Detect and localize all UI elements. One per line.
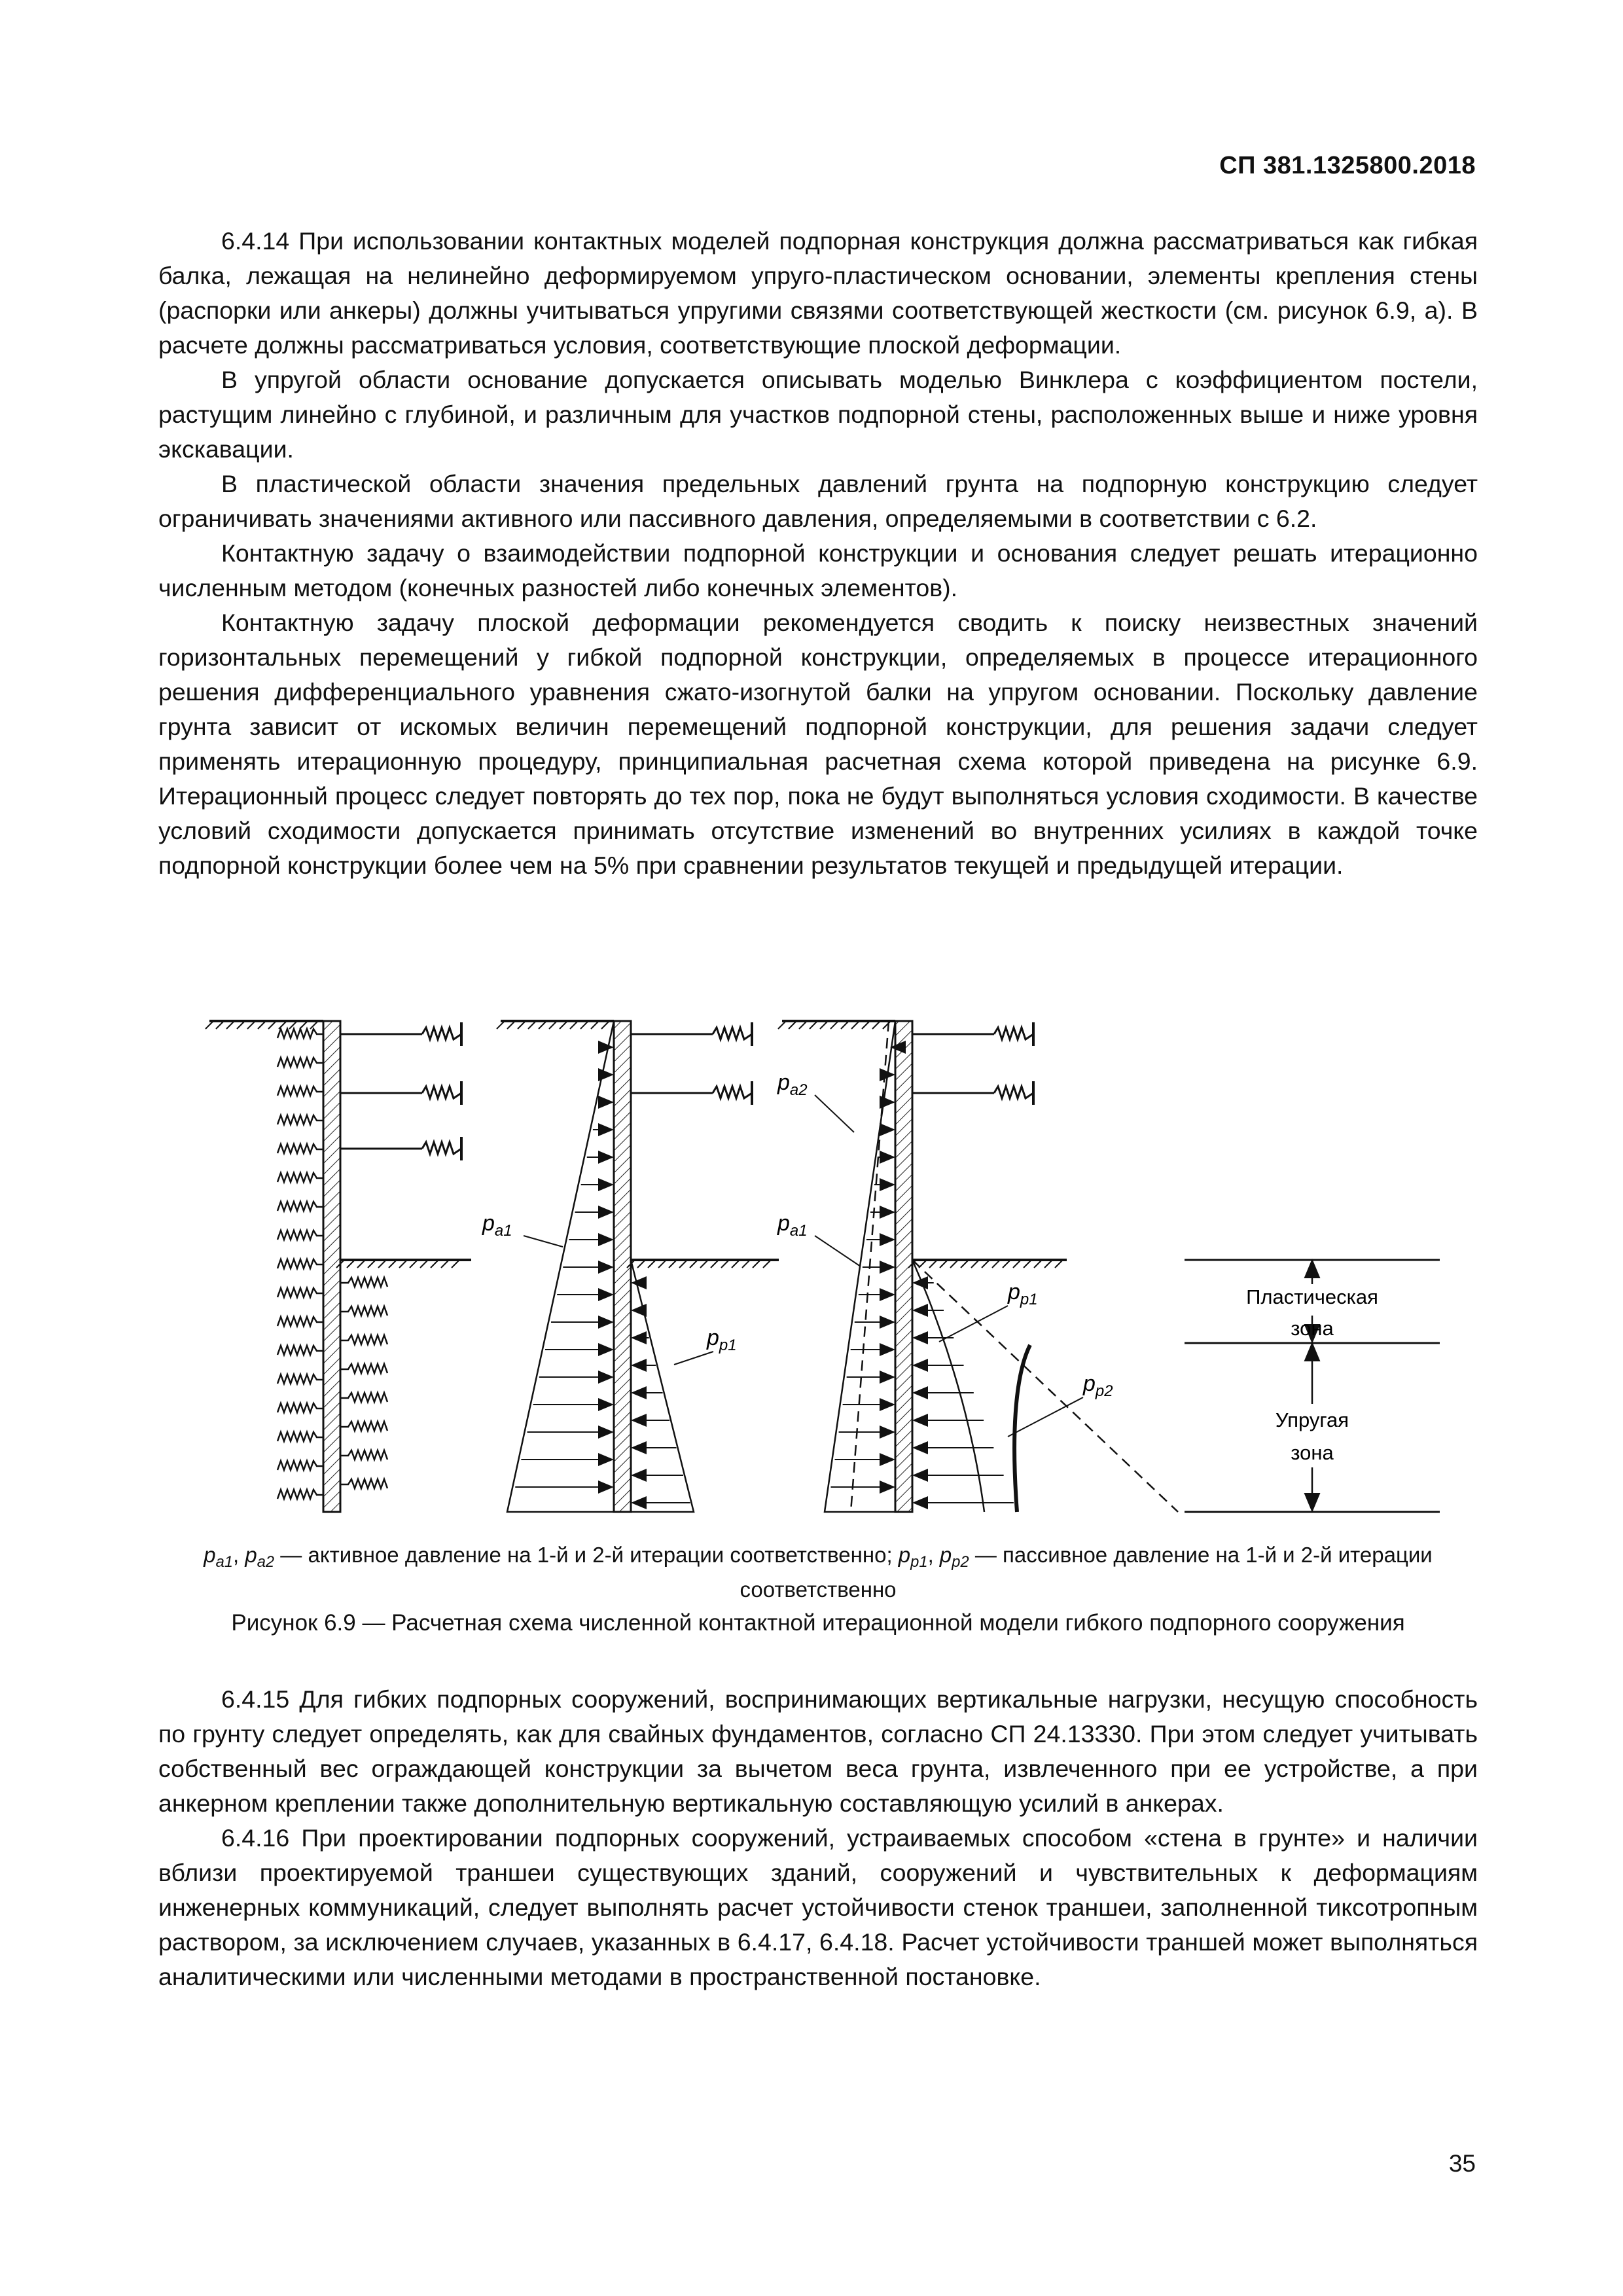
label-pp1-c: $p_{p1}$ [1008,1280,1038,1308]
leader-line [674,1352,713,1365]
paragraph: В пластической области значения предельных давлений грунта на подпорную конструкцию следует ограничивать значениями активного или пассивного давления, определяемыми в соответствии с 6.2. [158,470,1478,532]
figure-6-9 [196,1001,1472,1525]
soil-spring [340,1479,387,1488]
paragraph: Контактную задачу о взаимодействии подпорной конструкции и основания следует решать итерационно численным методом (конечных разностей либо конечных элементов). [158,539,1478,601]
soil-spring [277,1403,323,1412]
soil-spring [277,1029,323,1038]
elastic-zone-label: Упругая [1275,1408,1349,1431]
soil-spring [277,1058,323,1067]
retaining-wall [323,1021,340,1512]
label-pa1-b: $p_{a1}$ [482,1211,512,1240]
paragraph: В упругой области основание допускается описывать моделью Винклера с коэффициентом постели, растущим линейно с глубиной, и различным для участков подпорной стены, расположенных выше и ниже уровня экскавации. [158,366,1478,463]
anchor-spring [713,1028,752,1039]
diagram-iteration-1 [497,1021,779,1512]
diagram-iteration-2 [778,1021,1178,1512]
soil-spring [277,1230,323,1240]
soil-spring [340,1364,387,1373]
passive-pressure-pp1 [912,1260,984,1512]
anchor-spring [994,1028,1033,1039]
soil-spring [340,1422,387,1431]
soil-spring [277,1115,323,1124]
plastic-zone-label: зона [1291,1317,1334,1340]
soil-spring [277,1202,323,1211]
label-pa2-c: $p_{a2}$ [777,1070,808,1099]
soil-spring [340,1306,387,1316]
passive-pressure-pp2 [912,1260,1178,1512]
paragraph: 6.4.14 При использовании контактных моделей подпорная конструкция должна рассматриваться как гибкая балка, лежащая на нелинейно деформируемом упруго-пластическом основании, элементы крепления стены (распорки или анкеры) должны учитываться упругими связями соответствующей жесткости (см. рисунок 6.9, а). В расчете должны рассматриваться условия, соответствующие плоской деформации. [158,227,1478,359]
soil-spring [277,1173,323,1182]
soil-spring [277,1374,323,1384]
anchor-spring [422,1028,461,1039]
retaining-wall [895,1021,912,1512]
soil-spring [340,1335,387,1344]
label-pa1-c: $p_{a1}$ [777,1211,808,1240]
anchor-spring [994,1086,1033,1098]
passive-pressure-diagram [631,1260,694,1512]
soil-spring [277,1259,323,1268]
figure-legend: $p_{a1}$, $p_{a2}$ — активное давление на 1-й и 2-й итерации соответственно; $p_{p1}$, $p_{p2}$ — пассивное давление на 1-й и 2-й итерации соответственно [204,1543,1433,1602]
paragraph: 6.4.16 При проектировании подпорных сооружений, устраиваемых способом «стена в грунте» и наличии вблизи проектируемой траншеи существующих зданий, сооружений и чувствительных к деформациям инженерных коммуникаций, следует выполнять расчет устойчивости стенок траншеи, заполненной тиксотропным раствором, за исключением случаев, указанных в 6.4.17, 6.4.18. Расчет устойчивости траншей может выполняться аналитическими или численными методами в пространственной постановке. [158,1824,1478,1990]
anchor-spring [422,1142,461,1154]
soil-spring [277,1346,323,1355]
soil-spring [340,1393,387,1402]
figure-caption: Рисунок 6.9 — Расчетная схема численной контактной итерационной модели гибкого подпорного сооружения [231,1610,1405,1636]
section-6-4-15-16 [158,1682,1478,1994]
diagram-model [205,1021,471,1512]
soil-spring [277,1317,323,1326]
soil-spring [340,1450,387,1460]
soil-spring [277,1144,323,1153]
leader-line [815,1236,861,1266]
soil-spring [277,1086,323,1096]
elastic-zone-label: зона [1291,1441,1334,1464]
soil-spring [340,1278,387,1287]
retaining-wall [614,1021,631,1512]
leader-line [815,1095,854,1132]
paragraph: Контактную задачу плоской деформации рекомендуется сводить к поиску неизвестных значений горизонтальных перемещений y гибкой подпорной конструкции, определяемых в процессе итерационного решения дифференциального уравнения сжато-изогнутой балки на упругом основании. Поскольку давление грунта зависит от искомых величин перемещений подпорной конструкции, для решения задачи следует применять итерационную процедуру, принципиальная расчетная схема которой приведена на рисунке 6.9. Итерационный процесс следует повторять до тех пор, пока не будут выполняться условия сходимости. В качестве условий сходимости допускается принимать отсутствие изменений во внутренних усилиях в каждой точке подпорной конструкции более чем на 5% при сравнении результатов текущей и предыдущей итерации. [158,609,1478,879]
anchor-spring [422,1086,461,1098]
leader-line [524,1236,563,1247]
plastic-zone-label: Пластическая [1246,1285,1378,1308]
soil-spring [277,1288,323,1297]
section-6-4-14 [158,224,1478,883]
soil-spring [277,1461,323,1470]
soil-spring [277,1432,323,1441]
label-pp2-c: $p_{p2}$ [1083,1371,1113,1400]
anchor-spring [713,1086,752,1098]
document-code: СП 381.1325800.2018 [1219,152,1476,179]
leader-line [939,1306,1008,1342]
leader-line [1008,1397,1083,1437]
paragraph: 6.4.15 Для гибких подпорных сооружений, воспринимающих вертикальные нагрузки, несущую способность по грунту следует определять, как для свайных фундаментов, согласно СП 24.13330. При этом следует учитывать собственный вес ограждающей конструкции за вычетом веса грунта, извлеченного при ее устройстве, а при анкерном креплении также дополнительную вертикальную составляющую усилий в анкерах. [158,1685,1478,1817]
soil-spring [277,1490,323,1499]
page-number: 35 [1448,2150,1476,2177]
label-pp1-b: $p_{p1}$ [707,1325,737,1354]
